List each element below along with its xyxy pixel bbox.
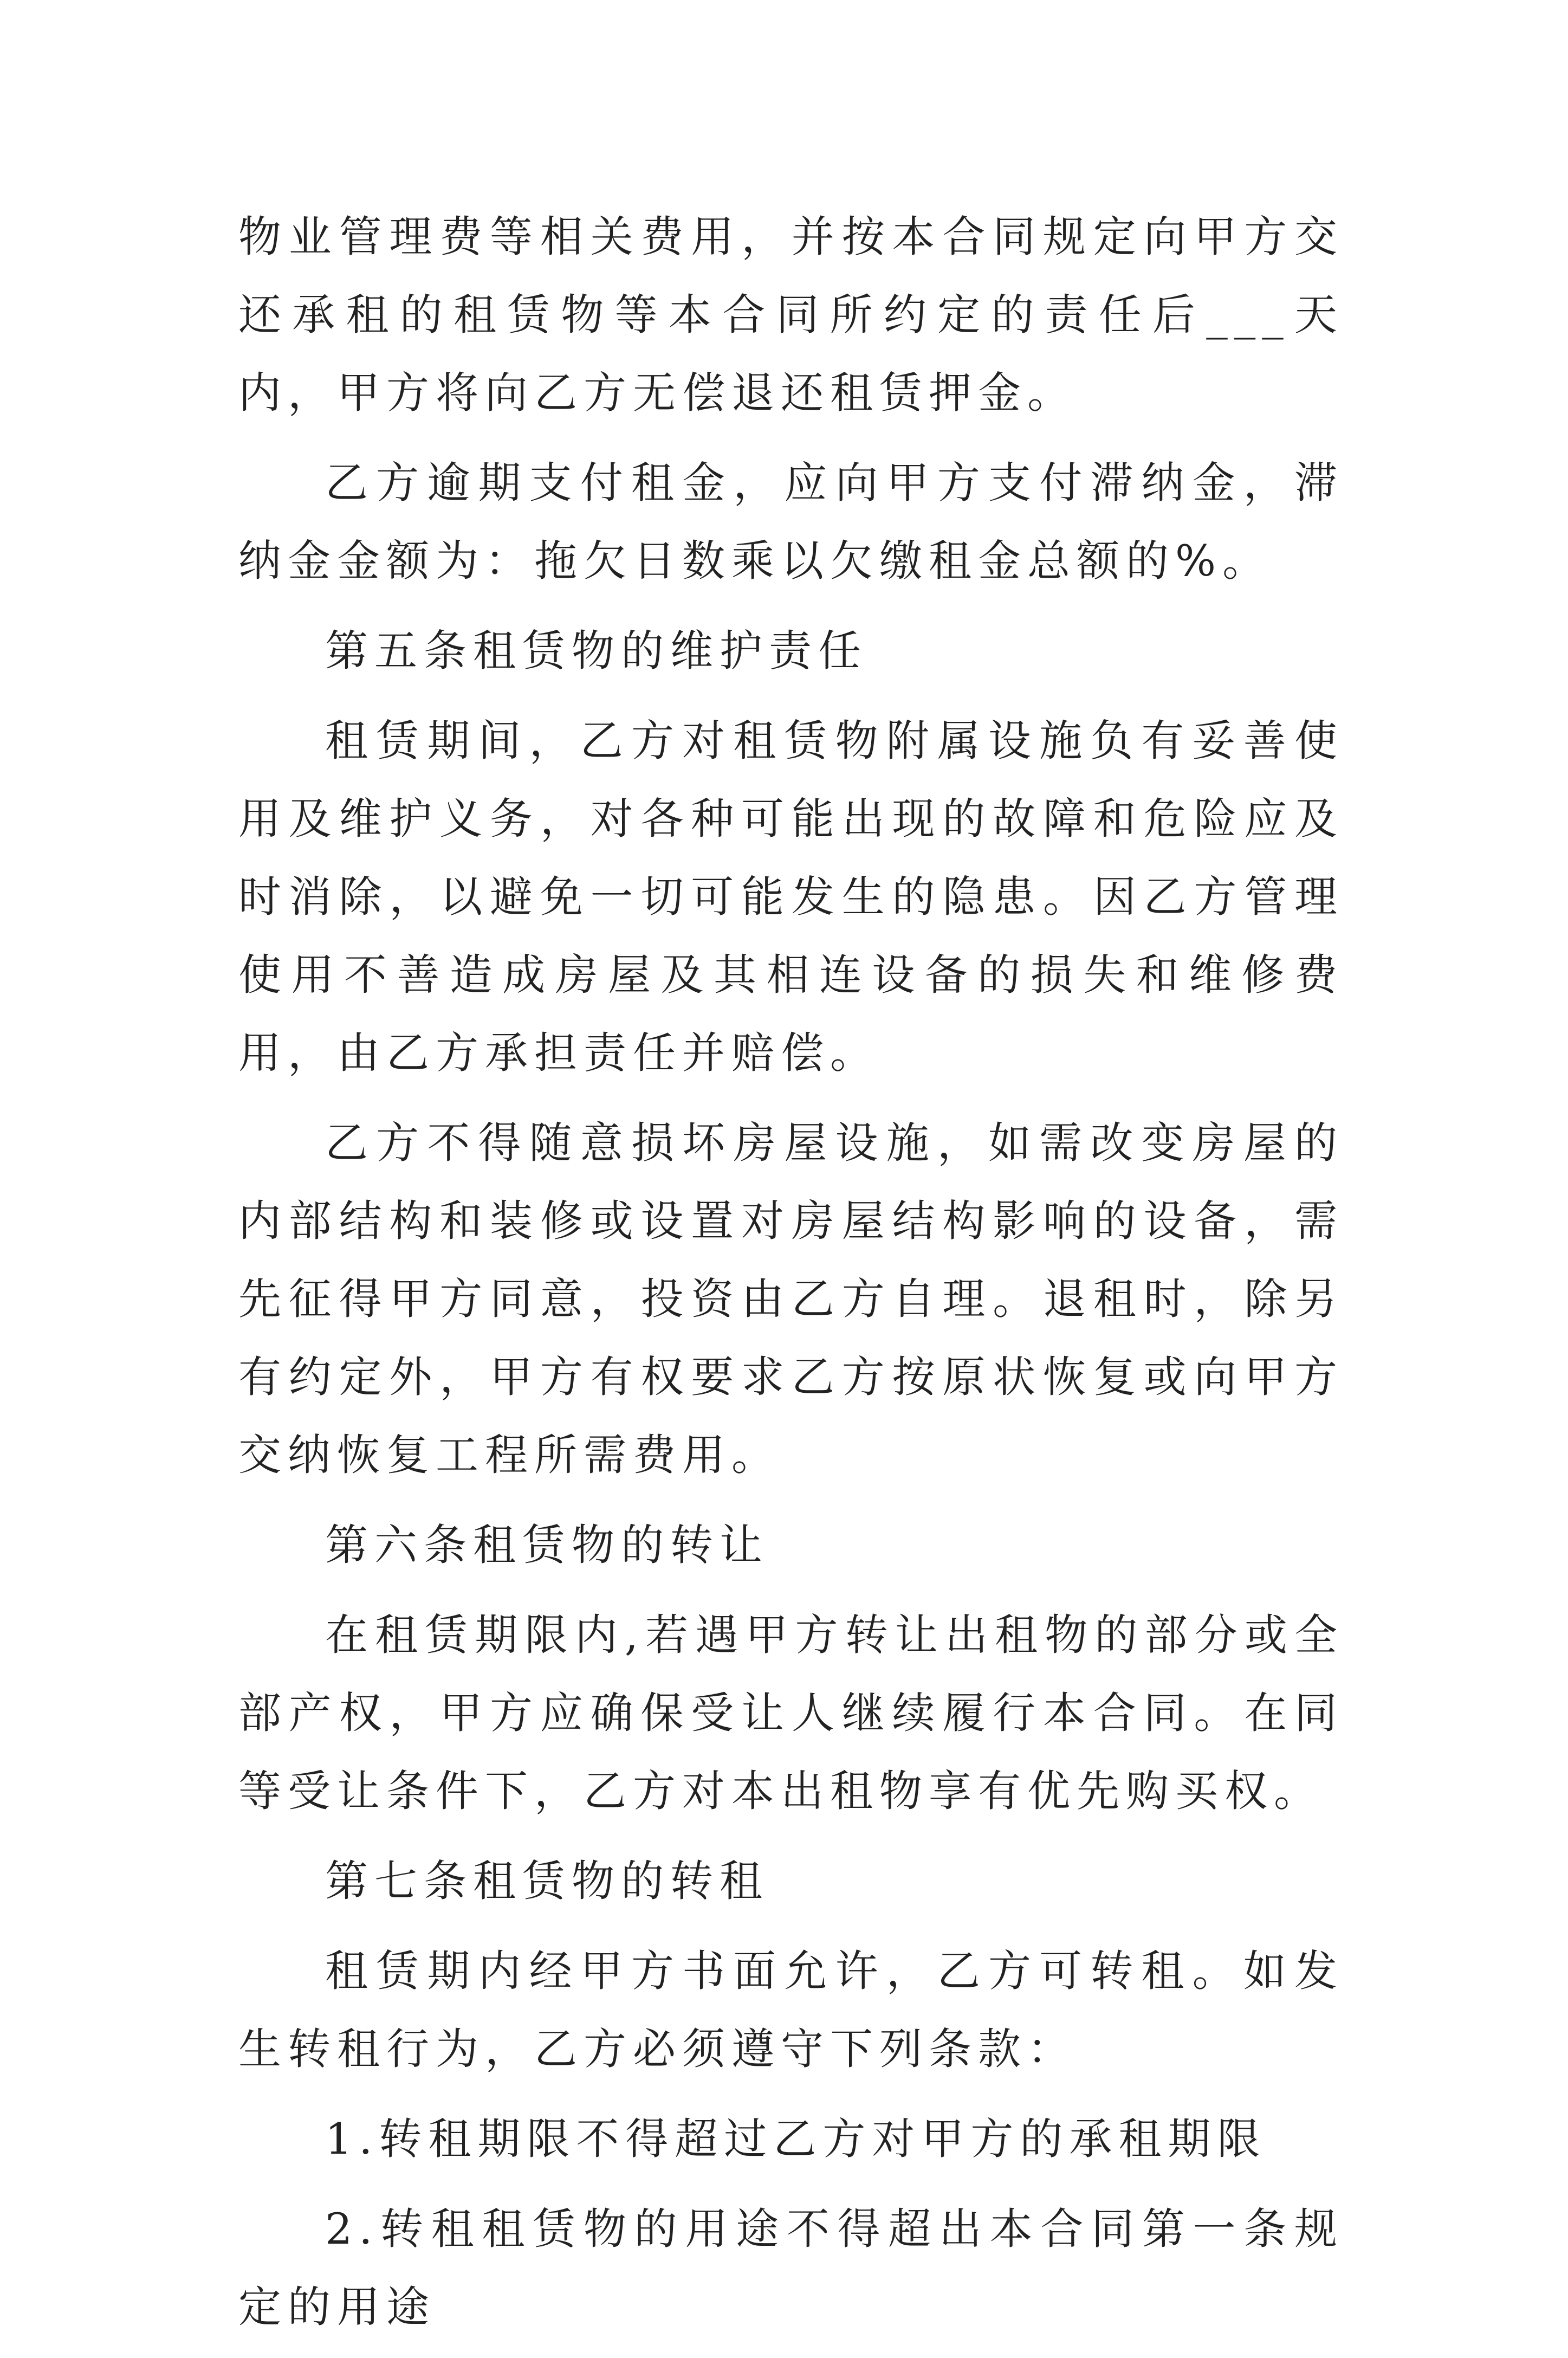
paragraph-maintenance-duty: 租赁期间，乙方对租赁物附属设施负有妥善使用及维护义务，对各种可能出现的故障和危险应及时消除，以避免一切可能发生的隐患。因乙方管理使用不善造成房屋及其相连设备的损失和维修费用，由乙方承担责任并赔偿。 — [238, 716, 1344, 1078]
document-body — [238, 198, 1344, 2358]
section-heading-article-6: 第六条租赁物的转让 — [325, 1520, 769, 1570]
paragraph-late-fee: 乙方逾期支付租金，应向甲方支付滞纳金，滞纳金金额为：拖欠日数乘以欠缴租金总额的%。 — [238, 458, 1344, 586]
list-item-sublease-term: 1.转租期限不得超过乙方对甲方的承租期限 — [325, 2114, 1267, 2164]
section-heading-article-7: 第七条租赁物的转租 — [325, 1856, 769, 1906]
paragraph-no-damage: 乙方不得随意损坏房屋设施，如需改变房屋的内部结构和装修或设置对房屋结构影响的设备，需先征得甲方同意，投资由乙方自理。退租时，除另有约定外，甲方有权要求乙方按原状恢复或向甲方交纳恢复工程所需费用。 — [238, 1118, 1344, 1480]
paragraph-transfer: 在租赁期限内,若遇甲方转让出租物的部分或全部产权，甲方应确保受让人继续履行本合同。在同等受让条件下，乙方对本出租物享有优先购买权。 — [238, 1610, 1344, 1816]
section-heading-article-5: 第五条租赁物的维护责任 — [325, 626, 867, 676]
paragraph-deposit-refund: 物业管理费等相关费用，并按本合同规定向甲方交还承租的租赁物等本合同所约定的责任后___天内，甲方将向乙方无偿退还租赁押金。 — [238, 212, 1344, 418]
list-item-sublease-use: 2.转租租赁物的用途不得超出本合同第一条规定的用途 — [238, 2204, 1344, 2332]
paragraph-sublease: 租赁期内经甲方书面允许，乙方可转租。如发生转租行为，乙方必须遵守下列条款： — [238, 1946, 1344, 2074]
